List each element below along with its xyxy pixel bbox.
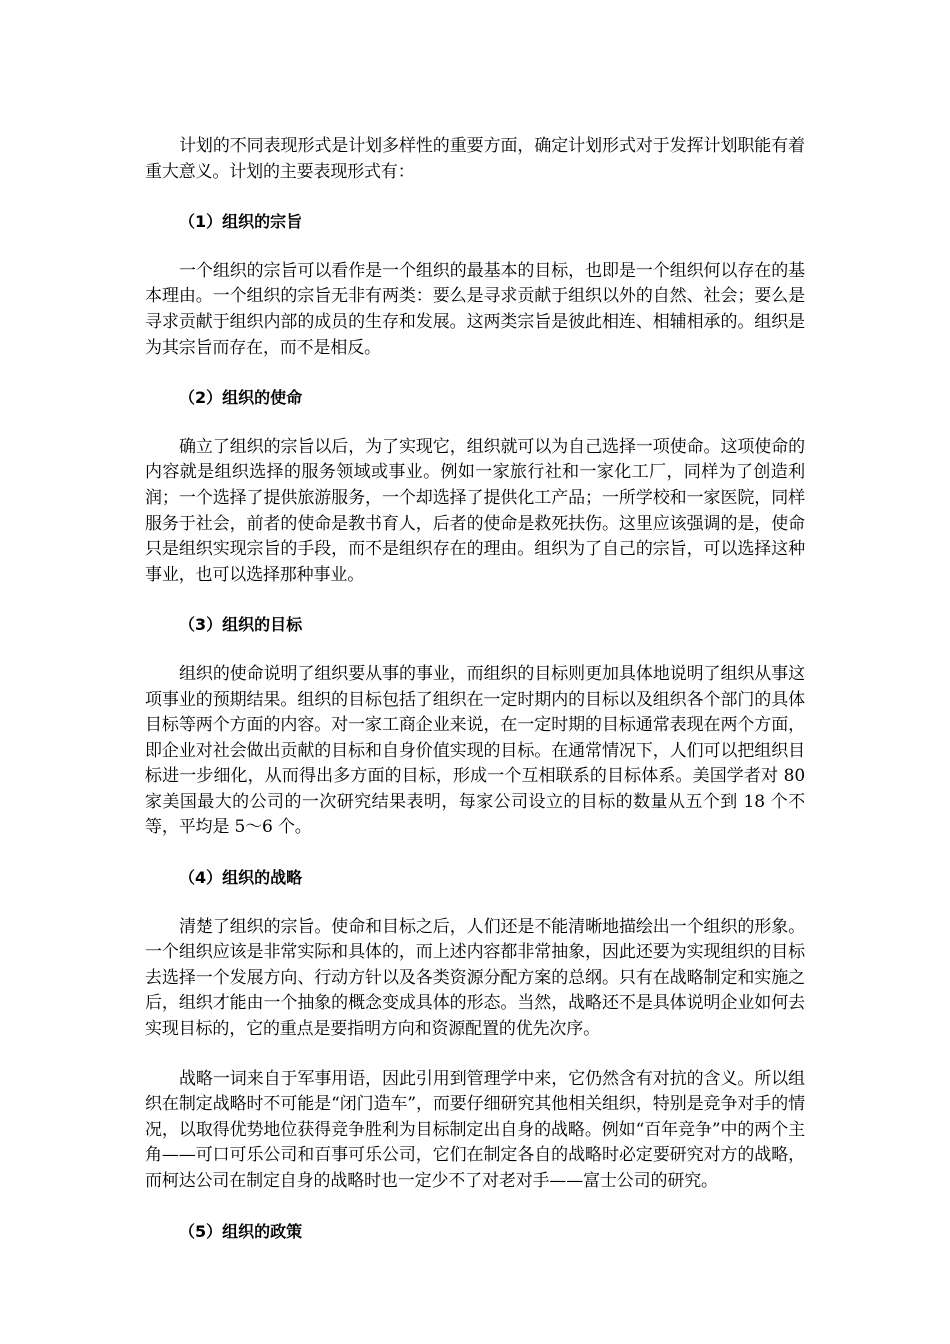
paragraph-objectives: 组织的使命说明了组织要从事的事业，而组织的目标则更加具体地说明了组织从事这项事业的预期结果。组织的目标包括了组织在一定时期内的目标以及组织各个部门的具体目标等两个方面的内容。对一家工商企业来说，在一定时期的目标通常表现在两个方面，即企业对社会做出贡献的目标和自身价值实现的目标。在通常情况下，人们可以把组织目标进一步细化，从而得出多方面的目标，形成一个互相联系的目标体系。美国学者对 80 家美国最大的公司的一次研究结果表明，每家公司设立的目标的数量从五个到 18 个不等，平均是 5～6 个。 <box>145 663 805 838</box>
section-heading-policy: （5）组织的政策 <box>179 1221 303 1241</box>
intro-paragraph: 计划的不同表现形式是计划多样性的重要方面，确定计划形式对于发挥计划职能有着重大意义。计划的主要表现形式有： <box>145 136 805 182</box>
section-heading-mission: （2）组织的使命 <box>179 388 303 408</box>
paragraph-mission: 确立了组织的宗旨以后，为了实现它，组织就可以为自己选择一项使命。这项使命的内容就是组织选择的服务领域或事业。例如一家旅行社和一家化工厂，同样为了创造利润；一个选择了提供旅游服务，一个却选择了提供化工产品；一所学校和一家医院，同样服务于社会，前者的使命是教书育人，后者的使命是救死扶伤。这里应该强调的是，使命只是组织实现宗旨的手段，而不是组织存在的理由。组织为了自己的宗旨，可以选择这种事业，也可以选择那种事业。 <box>145 436 805 585</box>
paragraph-strategy-1: 清楚了组织的宗旨。使命和目标之后，人们还是不能清晰地描绘出一个组织的形象。一个组织应该是非常实际和具体的，而上述内容都非常抽象，因此还要为实现组织的目标去选择一个发展方向、行动方针以及各类资源分配方案的总纲。只有在战略制定和实施之后，组织才能由一个抽象的概念变成具体的形态。当然，战略还不是具体说明企业如何去实现目标的，它的重点是要指明方向和资源配置的优先次序。 <box>145 916 805 1040</box>
section-heading-objectives: （3）组织的目标 <box>179 615 303 635</box>
section-heading-strategy: （4）组织的战略 <box>179 868 303 888</box>
document-page <box>145 134 805 1244</box>
section-heading-purpose: （1）组织的宗旨 <box>179 212 303 232</box>
paragraph-strategy-2: 战略一词来自于军事用语，因此引用到管理学中来，它仍然含有对抗的含义。所以组织在制定战略时不可能是“闭门造车”，而要仔细研究其他相关组织，特别是竞争对手的情况，以取得优势地位获得竞争胜利为目标制定出自身的战略。例如“百年竞争”中的两个主角——可口可乐公司和百事可乐公司，它们在制定各自的战略时必定要研究对方的战略，而柯达公司在制定自身的战略时也一定少不了对老对手——富士公司的研究。 <box>145 1068 805 1191</box>
paragraph-purpose: 一个组织的宗旨可以看作是一个组织的最基本的目标，也即是一个组织何以存在的基本理由。一个组织的宗旨无非有两类：要么是寻求贡献于组织以外的自然、社会；要么是寻求贡献于组织内部的成员的生存和发展。这两类宗旨是彼此相连、相辅相承的。组织是为其宗旨而存在，而不是相反。 <box>145 260 805 358</box>
